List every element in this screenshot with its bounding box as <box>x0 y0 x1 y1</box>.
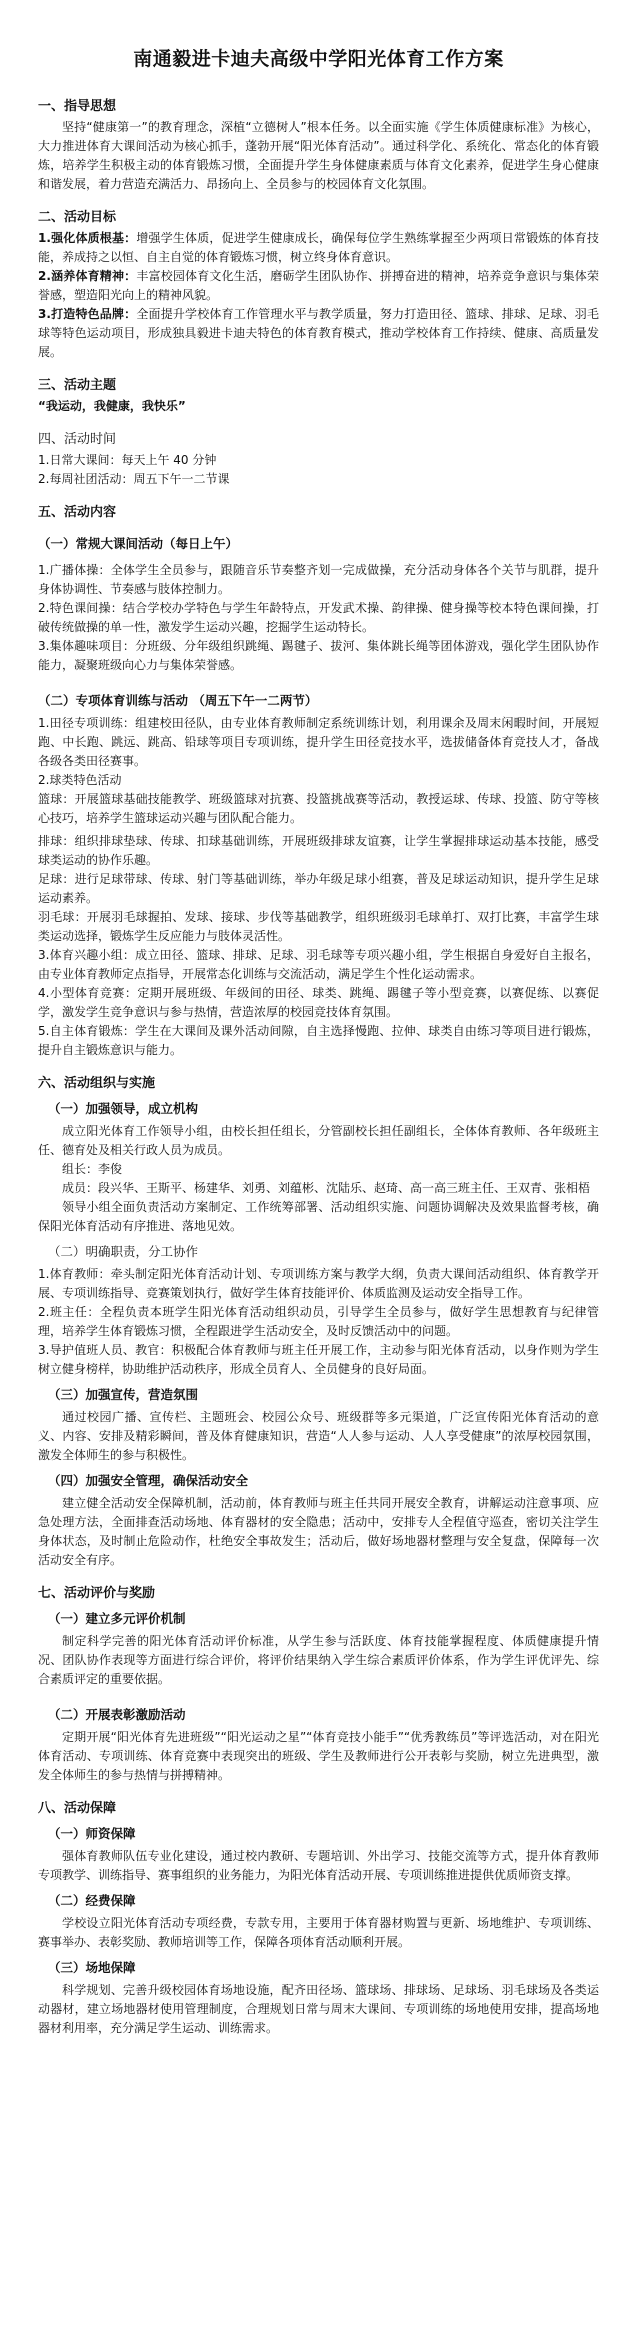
list-item: 4.小型体育竞赛：定期开展班级、年级间的田径、球类、跳绳、踢毽子等小型竞赛，以赛促练、以赛促学，激发学生竞争意识与参与热情，营造浓厚的校园竞技体育氛围。 <box>38 986 599 1019</box>
subsection-heading: （二）经费保障 <box>48 1893 136 1908</box>
goal-item <box>38 229 599 267</box>
subsection-heading: （三）场地保障 <box>48 1960 136 1975</box>
list-item: 1.体育教师：牵头制定阳光体育活动计划、专项训练方案与教学大纲，负责大课间活动组织、体育教学开展、专项训练指导、竞赛策划执行，做好学生体育技能评价、体质监测及运动安全指导工作。 <box>38 1267 599 1300</box>
goal-text: 全面提升学校体育工作管理水平与教学质量，努力打造田径、篮球、排球、足球、羽毛球等特色运动项目，形成独具毅进卡迪夫特色的体育教育模式，推动学校体育工作持续、健康、高质量发展。 <box>38 307 599 359</box>
subsection-heading: （一）常规大课间活动（每日上午） <box>38 536 239 551</box>
list-item: 羽毛球：开展羽毛球握拍、发球、接球、步伐等基础教学，组织班级羽毛球单打、双打比赛，丰富学生球类运动选择，锻炼学生反应能力与肢体灵活性。 <box>38 910 599 943</box>
goal-lead: 1.强化体质根基： <box>38 231 137 245</box>
subsection-heading: （二）明确职责，分工协作 <box>48 1244 199 1259</box>
goal-text: 增强学生体质，促进学生健康成长，确保每位学生熟练掌握至少两项日常锻炼的体育技能，养成持之以恒、自主自觉的体育锻炼习惯，树立终身体育意识。 <box>38 231 599 264</box>
section-time <box>38 430 599 489</box>
document-title: 南通毅进卡迪夫高级中学阳光体育工作方案 <box>133 48 504 70</box>
list-item: 篮球：开展篮球基础技能教学、班级篮球对抗赛、投篮挑战赛等活动，教授运球、传球、投篮、防守等核心技巧，培养学生篮球运动兴趣与团队配合能力。 <box>38 792 599 825</box>
list-item: 3.体育兴趣小组：成立田径、篮球、排球、足球、羽毛球等专项兴趣小组，学生根据自身爱好自主报名，由专业体育教师定点指导，开展常态化训练与交流活动，满足学生个性化运动需求。 <box>38 948 599 981</box>
paragraph: 领导小组全面负责活动方案制定、工作统筹部署、活动组织实施、问题协调解决及效果监督考核，确保阳光体育活动有序推进、落地见效。 <box>38 1200 599 1233</box>
section-heading: 三、活动主题 <box>38 378 117 393</box>
members-line: 成员：段兴华、王斯平、杨建华、刘勇、刘蕴彬、沈陆乐、赵琦、高一高三班主任、王双青、张相梧 <box>62 1181 591 1195</box>
list-item: 3.导护值班人员、教官：积极配合体育教师与班主任开展工作，主动参与阳光体育活动，以身作则为学生树立健身榜样，协助维护活动秩序，形成全员育人、全员健身的良好局面。 <box>38 1343 599 1376</box>
section-heading: 二、活动目标 <box>38 210 117 225</box>
section-heading: 四、活动时间 <box>38 432 117 447</box>
section-theme <box>38 376 599 416</box>
section-heading: 一、指导思想 <box>38 99 117 114</box>
section-organization <box>38 1074 599 1570</box>
section-content <box>38 503 599 1060</box>
list-item: 1.田径专项训练：组建校田径队，由专业体育教师制定系统训练计划，利用课余及周末闲暇时间，开展短跑、中长跑、跳远、跳高、铅球等项目专项训练，提升学生田径竞技水平，选拔储备体育竞技人才，备战各级各类田径赛事。 <box>38 716 599 768</box>
subsection-heading: （一）师资保障 <box>48 1826 136 1841</box>
paragraph: 定期开展“阳光体育先进班级”“阳光运动之星”“体育竞技小能手”“优秀教练员”等评选活动，对在阳光体育活动、专项训练、体育竞赛中表现突出的班级、学生及教师进行公开表彰与奖励，树立先进典型，激发全体师生的参与热情与拼搏精神。 <box>38 1730 599 1782</box>
section-guiding-ideology <box>38 97 599 194</box>
section-heading: 六、活动组织与实施 <box>38 1076 156 1091</box>
list-item: 足球：进行足球带球、传球、射门等基础训练，举办年级足球小组赛，普及足球运动知识，提升学生足球运动素养。 <box>38 872 599 905</box>
subsection-heading: （二）专项体育训练与活动 （周五下午一二两节） <box>38 693 318 708</box>
section-evaluation <box>38 1584 599 1785</box>
paragraph: 通过校园广播、宣传栏、主题班会、校园公众号、班级群等多元渠道，广泛宣传阳光体育活动的意义、内容、安排及精彩瞬间，普及体育健康知识，营造“人人参与运动、人人享受健康”的浓厚校园氛围，激发全体师生的参与积极性。 <box>38 1410 599 1462</box>
paragraph: 强体育教师队伍专业化建设，通过校内教研、专题培训、外出学习、技能交流等方式，提升体育教师专项教学、训练指导、赛事组织的业务能力，为阳光体育活动开展、专项训练推进提供优质师资支撑。 <box>38 1849 599 1882</box>
paragraph: 学校设立阳光体育活动专项经费，专款专用，主要用于体育器材购置与更新、场地维护、专项训练、赛事举办、表彰奖励、教师培训等工作，保障各项体育活动顺利开展。 <box>38 1916 599 1949</box>
theme-slogan: “我运动，我健康，我快乐” <box>38 399 186 413</box>
paragraph: 制定科学完善的阳光体育活动评价标准，从学生参与活跃度、体育技能掌握程度、体质健康提升情况、团队协作表现等方面进行综合评价，将评价结果纳入学生综合素质评价体系，作为学生评优评先、综合素质评定的重要依据。 <box>38 1634 599 1686</box>
subsection-heading: （二）开展表彰激励活动 <box>48 1707 186 1722</box>
section-heading: 五、活动内容 <box>38 505 117 520</box>
list-item: 排球：组织排球垫球、传球、扣球基础训练，开展班级排球友谊赛，让学生掌握排球运动基本技能，感受球类运动的协作乐趣。 <box>38 834 599 867</box>
list-item: 3.集体趣味项目：分班级、分年级组织跳绳、踢毽子、拔河、集体跳长绳等团体游戏，强化学生团队协作能力，凝聚班级向心力与集体荣誉感。 <box>38 639 599 672</box>
list-item: 1.广播体操：全体学生全员参与，跟随音乐节奏整齐划一完成做操，充分活动身体各个关节与肌群，提升身体协调性、节奏感与肢体控制力。 <box>38 563 599 596</box>
subsection-heading: （四）加强安全管理，确保活动安全 <box>48 1473 249 1488</box>
list-item: 2.球类特色活动 <box>38 773 122 787</box>
goal-item <box>38 305 599 362</box>
section-goals <box>38 208 599 362</box>
section-support <box>38 1799 599 2038</box>
list-item: 2.班主任：全程负责本班学生阳光体育活动组织动员，引导学生全员参与，做好学生思想教育与纪律管理，培养学生体育锻炼习惯，全程跟进学生活动安全，及时反馈活动中的问题。 <box>38 1305 599 1338</box>
goal-lead: 3.打造特色品牌： <box>38 307 137 321</box>
leader-line: 组长：李俊 <box>62 1162 123 1176</box>
goal-lead: 2.涵养体育精神： <box>38 269 137 283</box>
goal-item <box>38 267 599 305</box>
list-item: 5.自主体育锻炼：学生在大课间及课外活动间隙，自主选择慢跑、拉伸、球类自由练习等项目进行锻炼，提升自主锻炼意识与能力。 <box>38 1024 599 1057</box>
paragraph: 建立健全活动安全保障机制，活动前，体育教师与班主任共同开展安全教育，讲解运动注意事项、应急处理方法，全面排查活动场地、体育器材的安全隐患；活动中，安排专人全程值守巡查，密切关注学生身体状态，及时制止危险动作，杜绝安全事故发生；活动后，做好场地器材整理与安全复盘，保障每一次活动安全有序。 <box>38 1496 599 1567</box>
paragraph: 成立阳光体育工作领导小组，由校长担任组长，分管副校长担任副组长，全体体育教师、各年级班主任、德育处及相关行政人员为成员。 <box>38 1124 599 1157</box>
section-heading: 七、活动评价与奖励 <box>38 1586 156 1601</box>
list-item: 2.特色课间操：结合学校办学特色与学生年龄特点，开发武术操、韵律操、健身操等校本特色课间操，打破传统做操的单一性，激发学生运动兴趣，挖掘学生运动特长。 <box>38 601 599 634</box>
goal-text: 丰富校园体育文化生活，磨砺学生团队协作、拼搏奋进的精神，培养竞争意识与集体荣誉感，塑造阳光向上的精神风貌。 <box>38 269 599 302</box>
subsection-heading: （一）加强领导，成立机构 <box>48 1101 199 1116</box>
paragraph: 坚持“健康第一”的教育理念，深植“立德树人”根本任务。以全面实施《学生体质健康标准》为核心，大力推进体育大课间活动为核心抓手，蓬勃开展“阳光体育活动”。通过科学化、系统化、常态化的体育锻炼，培养学生积极主动的体育锻炼习惯，全面提升学生身体健康素质与体育文化素养，促进学生身心健康和谐发展，着力营造充满活力、昂扬向上、全员参与的校园体育文化氛围。 <box>38 120 599 191</box>
section-heading: 八、活动保障 <box>38 1801 117 1816</box>
list-item: 1.日常大课间：每天上午 40 分钟 <box>38 453 217 467</box>
list-item: 2.每周社团活动：周五下午一二节课 <box>38 472 230 486</box>
paragraph: 科学规划、完善升级校园体育场地设施，配齐田径场、篮球场、排球场、足球场、羽毛球场及各类运动器材，建立场地器材使用管理制度，合理规划日常与周末大课间、专项训练的场地使用安排，提高场地器材利用率，充分满足学生运动、训练需求。 <box>38 1983 599 2035</box>
subsection-heading: （三）加强宣传，营造氛围 <box>48 1387 199 1402</box>
subsection-heading: （一）建立多元评价机制 <box>48 1611 186 1626</box>
